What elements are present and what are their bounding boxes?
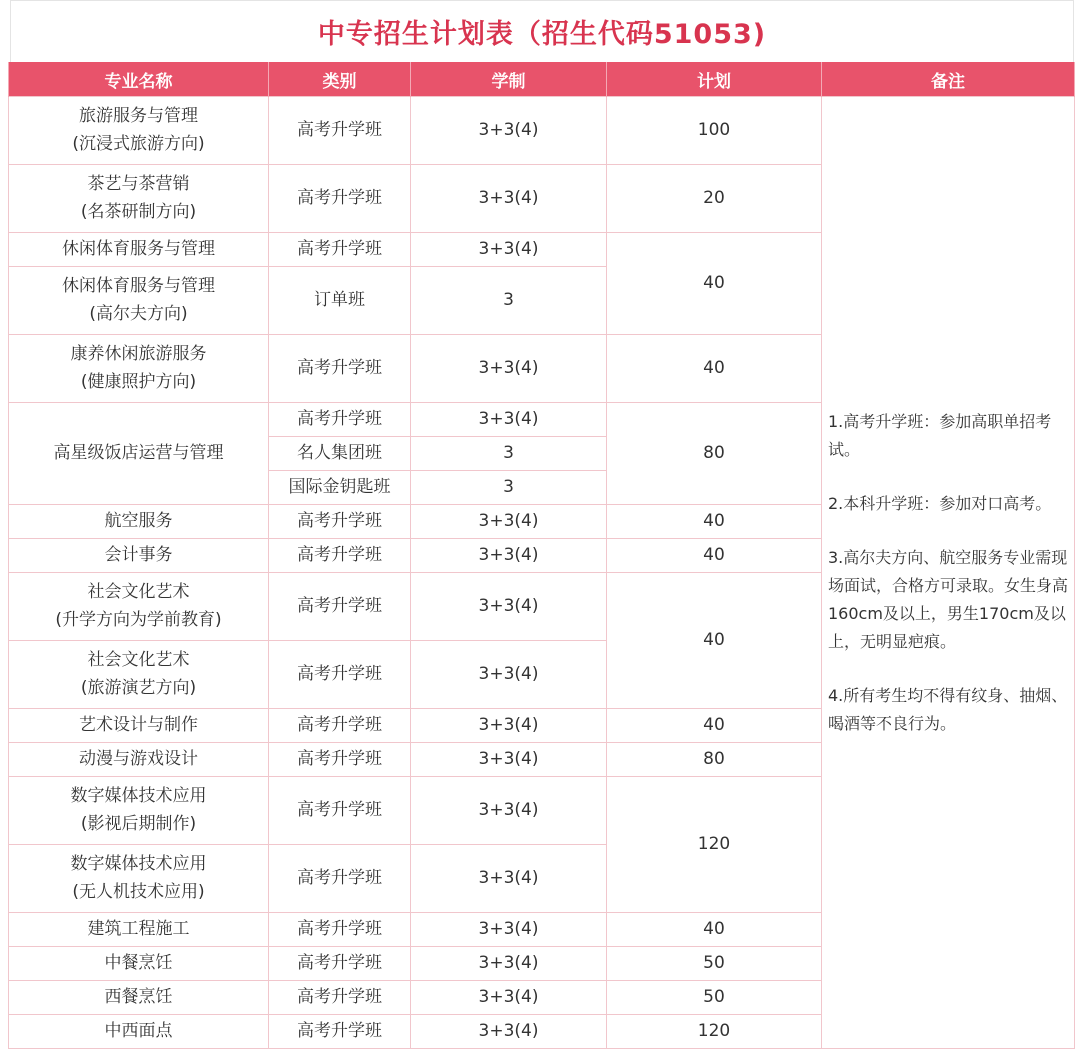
category-cell: 高考升学班 [269,403,411,437]
major-direction: (升学方向为学前教育) [55,609,222,630]
plan-cell: 120 [607,1015,822,1049]
category-cell: 高考升学班 [269,335,411,403]
major-cell [9,845,269,913]
duration-cell: 3+3(4) [411,913,607,947]
duration-cell: 3+3(4) [411,743,607,777]
plan-cell: 50 [607,981,822,1015]
note-item: 3.高尔夫方向、航空服务专业需现场面试，合格方可录取。女生身高160cm及以上，男生170cm及以上，无明显疤痕。 [828,547,1069,651]
category-cell: 高考升学班 [269,743,411,777]
major-cell: 建筑工程施工 [9,913,269,947]
duration-cell: 3+3(4) [411,573,607,641]
major-cell: 航空服务 [9,505,269,539]
plan-cell: 40 [607,335,822,403]
major-cell: 中西面点 [9,1015,269,1049]
duration-cell: 3+3(4) [411,505,607,539]
header-duration: 学制 [411,62,607,97]
duration-cell: 3+3(4) [411,845,607,913]
duration-cell: 3+3(4) [411,233,607,267]
major-direction: (影视后期制作) [80,813,197,834]
category-cell: 高考升学班 [269,777,411,845]
category-cell: 高考升学班 [269,709,411,743]
category-cell: 高考升学班 [269,233,411,267]
major-cell: 会计事务 [9,539,269,573]
major-cell [9,335,269,403]
plan-cell: 100 [607,97,822,165]
note-item: 4.所有考生均不得有纹身、抽烟、喝酒等不良行为。 [828,685,1068,733]
category-cell: 高考升学班 [269,913,411,947]
category-cell: 高考升学班 [269,573,411,641]
major-cell: 休闲体育服务与管理 [9,233,269,267]
duration-cell: 3+3(4) [411,709,607,743]
header-category: 类别 [269,62,411,97]
major-direction: (无人机技术应用) [72,881,205,902]
plan-cell: 40 [607,573,822,709]
plan-cell: 80 [607,743,822,777]
category-cell: 高考升学班 [269,505,411,539]
major-cell [9,267,269,335]
duration-cell: 3+3(4) [411,947,607,981]
plan-cell: 120 [607,777,822,913]
major-name: 休闲体育服务与管理 [62,276,215,297]
notes-cell [822,97,1075,1049]
duration-cell: 3 [411,471,607,505]
plan-cell: 40 [607,709,822,743]
major-cell: 高星级饭店运营与管理 [9,403,269,505]
major-direction: (旅游演艺方向) [80,677,197,698]
category-cell: 高考升学班 [269,981,411,1015]
major-cell [9,777,269,845]
major-cell: 中餐烹饪 [9,947,269,981]
duration-cell: 3+3(4) [411,539,607,573]
category-cell: 高考升学班 [269,539,411,573]
category-cell: 高考升学班 [269,1015,411,1049]
duration-cell: 3+3(4) [411,1015,607,1049]
duration-cell: 3+3(4) [411,97,607,165]
major-name: 数字媒体技术应用 [70,786,207,807]
major-direction: (名茶研制方向) [80,201,197,222]
duration-cell: 3 [411,437,607,471]
major-cell: 艺术设计与制作 [9,709,269,743]
duration-cell: 3+3(4) [411,165,607,233]
category-cell: 订单班 [269,267,411,335]
note-item: 1.高考升学班：参加高职单招考试。 [828,411,1052,459]
plan-cell: 40 [607,913,822,947]
category-cell: 国际金钥匙班 [269,471,411,505]
category-cell: 高考升学班 [269,165,411,233]
major-cell [9,641,269,709]
category-cell: 高考升学班 [269,641,411,709]
major-direction: (健康照护方向) [80,371,197,392]
major-cell [9,165,269,233]
major-cell: 动漫与游戏设计 [9,743,269,777]
duration-cell: 3+3(4) [411,777,607,845]
duration-cell: 3 [411,267,607,335]
category-cell: 名人集团班 [269,437,411,471]
major-cell: 西餐烹饪 [9,981,269,1015]
major-name: 社会文化艺术 [87,650,190,671]
header-notes: 备注 [822,62,1075,97]
major-name: 茶艺与茶营销 [87,174,190,195]
major-direction: (高尔夫方向) [89,303,188,324]
plan-cell: 40 [607,505,822,539]
enrollment-plan-table [8,62,1075,1049]
plan-cell: 20 [607,165,822,233]
category-cell: 高考升学班 [269,845,411,913]
table-row [9,97,1075,165]
header-plan: 计划 [607,62,822,97]
duration-cell: 3+3(4) [411,335,607,403]
duration-cell: 3+3(4) [411,981,607,1015]
major-name: 旅游服务与管理 [79,106,198,127]
major-cell [9,97,269,165]
major-cell [9,573,269,641]
plan-cell: 40 [607,233,822,335]
note-item: 2.本科升学班：参加对口高考。 [828,493,1052,513]
category-cell: 高考升学班 [269,97,411,165]
major-name: 社会文化艺术 [87,582,190,603]
plan-cell: 40 [607,539,822,573]
header-major: 专业名称 [9,62,269,97]
title-bar [10,0,1074,62]
plan-cell: 80 [607,403,822,505]
header-row [9,62,1075,97]
duration-cell: 3+3(4) [411,641,607,709]
category-cell: 高考升学班 [269,947,411,981]
page-title: 中专招生计划表（招生代码51053) [317,19,767,50]
major-name: 康养休闲旅游服务 [70,344,207,365]
plan-cell: 50 [607,947,822,981]
duration-cell: 3+3(4) [411,403,607,437]
major-direction: (沉浸式旅游方向) [72,133,205,154]
major-name: 数字媒体技术应用 [70,854,207,875]
